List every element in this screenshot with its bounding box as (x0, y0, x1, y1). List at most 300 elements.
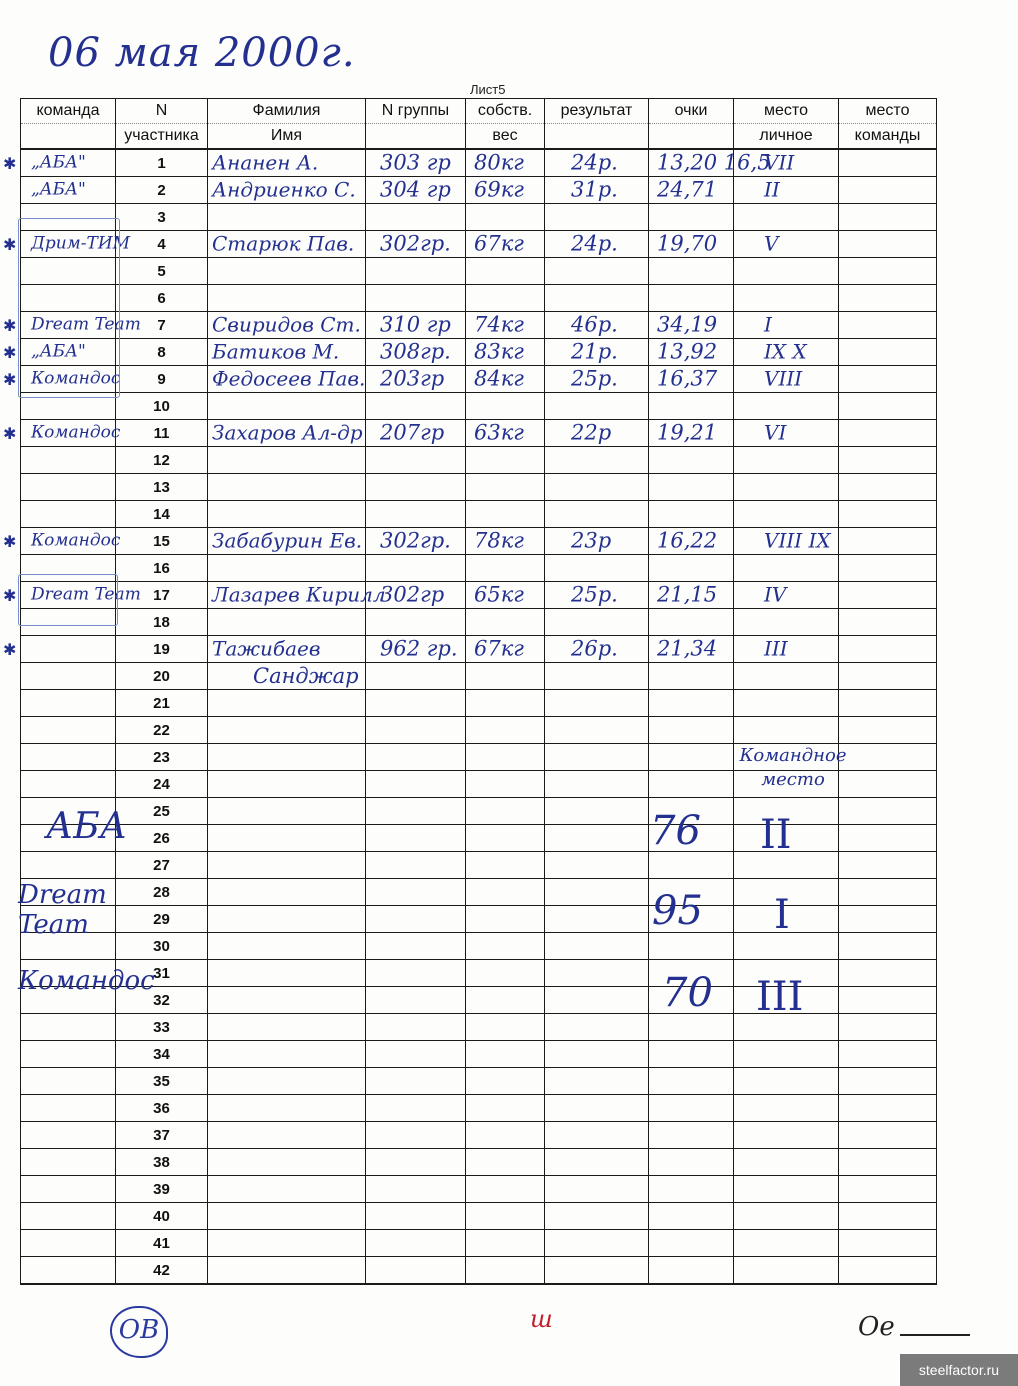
result-cell (545, 690, 649, 717)
table-row (21, 366, 937, 393)
group-cell (366, 690, 466, 717)
number-cell: 6 (116, 285, 208, 312)
weight-cell (466, 204, 545, 231)
place-cell (734, 1041, 839, 1068)
points-cell (649, 447, 734, 474)
points-cell-value: 21,15 (657, 582, 718, 607)
weight-cell (466, 717, 545, 744)
number-cell: 8 (116, 339, 208, 366)
team-place-cell (839, 474, 937, 501)
result-cell (545, 609, 649, 636)
group-cell (366, 231, 466, 258)
result-cell (545, 447, 649, 474)
header-team: команда (21, 99, 116, 124)
result-cell (545, 555, 649, 582)
place-cell (734, 204, 839, 231)
result-cell (545, 474, 649, 501)
weight-cell (466, 312, 545, 339)
group-cell (366, 285, 466, 312)
header-team-place: место (839, 99, 937, 124)
weight-cell (466, 906, 545, 933)
name-cell (208, 690, 366, 717)
team-commandos-label: Командос (18, 966, 155, 996)
weight-cell-value: 83кг (474, 339, 524, 364)
table-row (21, 879, 937, 906)
team-place-cell (839, 1041, 937, 1068)
result-cell-value: 31р. (571, 177, 618, 202)
points-cell (649, 1068, 734, 1095)
result-cell-value: 23р (571, 528, 612, 553)
table-row (21, 582, 937, 609)
place-cell-value: VIII (764, 366, 803, 391)
header-surname-sub: Имя (208, 124, 366, 150)
group-cell-value: 962 гр. (380, 636, 458, 661)
number-cell: 14 (116, 501, 208, 528)
team-place-cell (839, 312, 937, 339)
points-cell-value: 19,21 (657, 420, 718, 445)
points-cell (649, 528, 734, 555)
number-cell: 28 (116, 879, 208, 906)
table-row (21, 1176, 937, 1203)
name-cell (208, 1068, 366, 1095)
team-place-cell (839, 177, 937, 204)
group-cell-value: 303 гр (380, 150, 451, 175)
place-cell (734, 177, 839, 204)
table-row (21, 204, 937, 231)
place-cell (734, 1203, 839, 1230)
team-place-cell (839, 690, 937, 717)
number-cell: 32 (116, 987, 208, 1014)
points-cell (649, 1041, 734, 1068)
points-cell (649, 231, 734, 258)
result-cell (545, 582, 649, 609)
name-cell (208, 960, 366, 987)
header-result-sub (545, 124, 649, 150)
header-number-sub: участника (116, 124, 208, 150)
group-cell (366, 906, 466, 933)
team-cell-value: „АБА" (31, 152, 86, 173)
team-place-cell (839, 636, 937, 663)
result-cell-value: 46р. (571, 312, 618, 337)
name-cell-value: Свиридов Ст. (212, 312, 361, 337)
weight-cell-value: 67кг (474, 636, 524, 661)
team-aba-place: II (760, 812, 792, 858)
name-cell-value: Батиков М. (212, 339, 340, 364)
place-cell (734, 555, 839, 582)
group-cell (366, 960, 466, 987)
result-cell-value: 24р. (571, 231, 618, 256)
team-place-cell (839, 1014, 937, 1041)
team-place-cell (839, 879, 937, 906)
team-place-cell (839, 906, 937, 933)
weight-cell (466, 420, 545, 447)
name-cell (208, 825, 366, 852)
team-cell (21, 663, 116, 690)
group-cell (366, 204, 466, 231)
number-cell: 42 (116, 1257, 208, 1285)
name-cell (208, 1176, 366, 1203)
handwritten-date: 06 мая 2000г. (48, 30, 356, 76)
number-cell: 40 (116, 1203, 208, 1230)
name-cell (208, 258, 366, 285)
group-cell (366, 636, 466, 663)
weight-cell (466, 501, 545, 528)
place-cell (734, 366, 839, 393)
number-cell: 15 (116, 528, 208, 555)
weight-cell (466, 1149, 545, 1176)
number-cell: 41 (116, 1230, 208, 1257)
name-cell (208, 231, 366, 258)
team-cell (21, 474, 116, 501)
team-place-cell (839, 447, 937, 474)
weight-cell-value: 69кг (474, 177, 524, 202)
sheet-name: Лист5 (470, 82, 506, 97)
place-cell (734, 636, 839, 663)
team-place-cell (839, 717, 937, 744)
team-place-cell (839, 798, 937, 825)
place-cell (734, 1095, 839, 1122)
team-place-cell (839, 663, 937, 690)
place-cell (734, 231, 839, 258)
group-cell (366, 879, 466, 906)
name-cell (208, 987, 366, 1014)
header-number: N (116, 99, 208, 124)
table-row (21, 663, 937, 690)
team-place-cell (839, 1176, 937, 1203)
weight-cell (466, 393, 545, 420)
table-row (21, 474, 937, 501)
group-cell (366, 312, 466, 339)
group-cell (366, 447, 466, 474)
result-cell-value: 21р. (571, 339, 618, 364)
result-cell (545, 258, 649, 285)
group-cell (366, 501, 466, 528)
result-cell (545, 771, 649, 798)
team-aba-label: АБА (46, 806, 127, 847)
team-cell-value: „АБА" (31, 341, 86, 362)
team-place-cell (839, 771, 937, 798)
name-cell (208, 879, 366, 906)
result-cell (545, 636, 649, 663)
team-cell-value: Командос (31, 422, 121, 443)
place-cell (734, 149, 839, 177)
team-cell-value: Dream Team (31, 314, 141, 335)
number-cell: 5 (116, 258, 208, 285)
result-cell (545, 906, 649, 933)
group-cell (366, 1203, 466, 1230)
name-cell-value: Старюк Пав. (212, 231, 355, 256)
group-cell-value: 207гр (380, 420, 445, 445)
table-row (21, 528, 937, 555)
place-cell (734, 1068, 839, 1095)
name-cell (208, 204, 366, 231)
weight-cell (466, 744, 545, 771)
number-cell: 17 (116, 582, 208, 609)
number-cell: 26 (116, 825, 208, 852)
name-cell (208, 771, 366, 798)
team-cell-value: Дрим-ТИМ (31, 233, 131, 254)
table-row (21, 852, 937, 879)
number-cell: 33 (116, 1014, 208, 1041)
points-cell-value: 19,70 (657, 231, 718, 256)
header-group: N группы (366, 99, 466, 124)
weight-cell (466, 1230, 545, 1257)
weight-cell (466, 690, 545, 717)
name-cell (208, 1095, 366, 1122)
number-cell: 22 (116, 717, 208, 744)
place-cell (734, 690, 839, 717)
team-commandos-points: 70 (662, 970, 713, 1016)
team-cell (21, 744, 116, 771)
name-cell (208, 528, 366, 555)
team-place-cell (839, 960, 937, 987)
group-cell (366, 1122, 466, 1149)
points-cell-value: 16,37 (657, 366, 718, 391)
asterisk-icon: ✱ (3, 534, 17, 551)
name-cell (208, 474, 366, 501)
group-cell (366, 582, 466, 609)
number-cell: 7 (116, 312, 208, 339)
points-cell (649, 1230, 734, 1257)
table-row (21, 339, 937, 366)
place-cell (734, 1122, 839, 1149)
team-cell (21, 501, 116, 528)
weight-cell (466, 663, 545, 690)
weight-cell (466, 852, 545, 879)
name-cell-value: Ананен А. (212, 150, 319, 175)
points-cell (649, 339, 734, 366)
result-cell (545, 1068, 649, 1095)
asterisk-icon: ✱ (3, 237, 17, 254)
name-cell (208, 1257, 366, 1285)
table-row (21, 231, 937, 258)
place-cell (734, 1176, 839, 1203)
group-cell-value: 302гр (380, 582, 445, 607)
result-cell (545, 285, 649, 312)
weight-cell (466, 149, 545, 177)
weight-cell (466, 1122, 545, 1149)
result-cell-value: 24р. (571, 150, 618, 175)
place-cell (734, 339, 839, 366)
team-place-cell (839, 582, 937, 609)
name-cell (208, 906, 366, 933)
header-points-sub (649, 124, 734, 150)
team-cell (3, 528, 121, 555)
weight-cell (466, 528, 545, 555)
result-cell (545, 1122, 649, 1149)
table-row (21, 420, 937, 447)
result-cell (545, 879, 649, 906)
team-place-cell (839, 285, 937, 312)
result-cell (545, 1041, 649, 1068)
name-cell (208, 555, 366, 582)
name-cell (208, 798, 366, 825)
weight-cell (466, 609, 545, 636)
place-cell-value: IV (764, 582, 787, 607)
team-place-cell (839, 609, 937, 636)
group-cell-value: 302гр. (380, 231, 451, 256)
number-cell: 23 (116, 744, 208, 771)
group-cell (366, 339, 466, 366)
name-cell-value: Захаров Ал-др (212, 420, 363, 445)
table-row (21, 825, 937, 852)
group-cell (366, 555, 466, 582)
name-cell (208, 149, 366, 177)
group-cell (366, 933, 466, 960)
result-cell (545, 744, 649, 771)
result-cell (545, 528, 649, 555)
number-cell: 1 (116, 149, 208, 177)
weight-cell (466, 258, 545, 285)
team-cell-value: „АБА" (31, 179, 86, 200)
result-cell-value: 25р. (571, 582, 618, 607)
number-cell: 39 (116, 1176, 208, 1203)
header-team-sub (21, 124, 116, 150)
points-cell (649, 204, 734, 231)
name-cell-value: Андриенко С. (212, 177, 356, 202)
table-row (21, 690, 937, 717)
place-cell (734, 582, 839, 609)
group-cell (366, 852, 466, 879)
weight-cell (466, 1257, 545, 1285)
team-place-cell (839, 149, 937, 177)
result-cell (545, 933, 649, 960)
place-cell-value: I (764, 312, 772, 337)
signature-mark-right: Ое (858, 1312, 895, 1342)
header-surname: Фамилия (208, 99, 366, 124)
points-cell (649, 393, 734, 420)
group-cell-value: 203гр (380, 366, 445, 391)
number-cell: 9 (116, 366, 208, 393)
result-cell (545, 312, 649, 339)
result-cell (545, 1203, 649, 1230)
asterisk-icon: ✱ (3, 318, 17, 335)
team-place-cell (839, 1257, 937, 1285)
result-cell (545, 393, 649, 420)
name-cell (208, 852, 366, 879)
place-cell-value: III (764, 636, 788, 661)
team-cell (21, 852, 116, 879)
weight-cell (466, 447, 545, 474)
points-cell (649, 771, 734, 798)
weight-cell-value: 65кг (474, 582, 524, 607)
group-cell-value: 304 гр (380, 177, 451, 202)
name-cell (208, 717, 366, 744)
group-cell (366, 1149, 466, 1176)
number-cell: 2 (116, 177, 208, 204)
team-cell (21, 1014, 116, 1041)
place-cell (734, 393, 839, 420)
name-cell (208, 636, 366, 663)
team-cell (21, 447, 116, 474)
weight-cell (466, 1014, 545, 1041)
number-cell: 10 (116, 393, 208, 420)
team-place-cell (839, 744, 937, 771)
header-weight: собств. (466, 99, 545, 124)
group-cell (366, 744, 466, 771)
number-cell: 31 (116, 960, 208, 987)
result-cell (545, 663, 649, 690)
number-cell: 13 (116, 474, 208, 501)
place-cell-value: VI (764, 420, 787, 445)
header-weight-sub: вес (466, 124, 545, 150)
name-cell (208, 312, 366, 339)
points-cell (649, 690, 734, 717)
result-cell-value: 22р (571, 420, 612, 445)
table-row (21, 312, 937, 339)
team-place-cell (839, 393, 937, 420)
group-cell (366, 1095, 466, 1122)
points-cell-value: 34,19 (657, 312, 718, 337)
points-cell (649, 636, 734, 663)
team-place-cell (839, 555, 937, 582)
team-place-cell (839, 987, 937, 1014)
weight-cell (466, 231, 545, 258)
team-place-cell (839, 825, 937, 852)
points-cell (649, 1176, 734, 1203)
result-cell-value: 25р. (571, 366, 618, 391)
table-row (21, 1041, 937, 1068)
extra-name-line: Санджар (253, 664, 359, 688)
points-cell (649, 1095, 734, 1122)
group-cell (366, 474, 466, 501)
team-aba-points: 76 (650, 808, 701, 854)
result-cell (545, 960, 649, 987)
name-cell (208, 1122, 366, 1149)
weight-cell (466, 1041, 545, 1068)
name-cell-value: Федосеев Пав. (212, 366, 366, 391)
asterisk-icon: ✱ (3, 588, 17, 605)
team-cell (21, 1230, 116, 1257)
points-cell (649, 366, 734, 393)
points-cell-value: 16,22 (657, 528, 718, 553)
table-row (21, 1149, 937, 1176)
group-cell (366, 717, 466, 744)
asterisk-icon: ✱ (3, 426, 17, 443)
group-cell (366, 366, 466, 393)
number-cell: 37 (116, 1122, 208, 1149)
team-place-cell (839, 204, 937, 231)
name-cell (208, 501, 366, 528)
group-cell (366, 393, 466, 420)
group-cell (366, 1257, 466, 1285)
points-cell (649, 609, 734, 636)
team-cell (21, 1041, 116, 1068)
team-cell (21, 1149, 116, 1176)
number-cell: 12 (116, 447, 208, 474)
team-place-cell (839, 528, 937, 555)
header-row-1 (21, 99, 937, 124)
result-cell (545, 987, 649, 1014)
points-cell (649, 717, 734, 744)
group-cell (366, 1176, 466, 1203)
group-cell (366, 1041, 466, 1068)
place-cell (734, 420, 839, 447)
place-cell (734, 717, 839, 744)
table-row (21, 906, 937, 933)
weight-cell (466, 339, 545, 366)
place-cell (734, 312, 839, 339)
header-team-place-sub: команды (839, 124, 937, 150)
table-row (21, 717, 937, 744)
weight-cell (466, 177, 545, 204)
place-cell-value: IX X (764, 339, 807, 364)
number-cell: 21 (116, 690, 208, 717)
group-cell-value: 302гр. (380, 528, 451, 553)
results-table (3, 98, 937, 1285)
weight-cell (466, 582, 545, 609)
team-commandos-place: III (756, 974, 804, 1020)
